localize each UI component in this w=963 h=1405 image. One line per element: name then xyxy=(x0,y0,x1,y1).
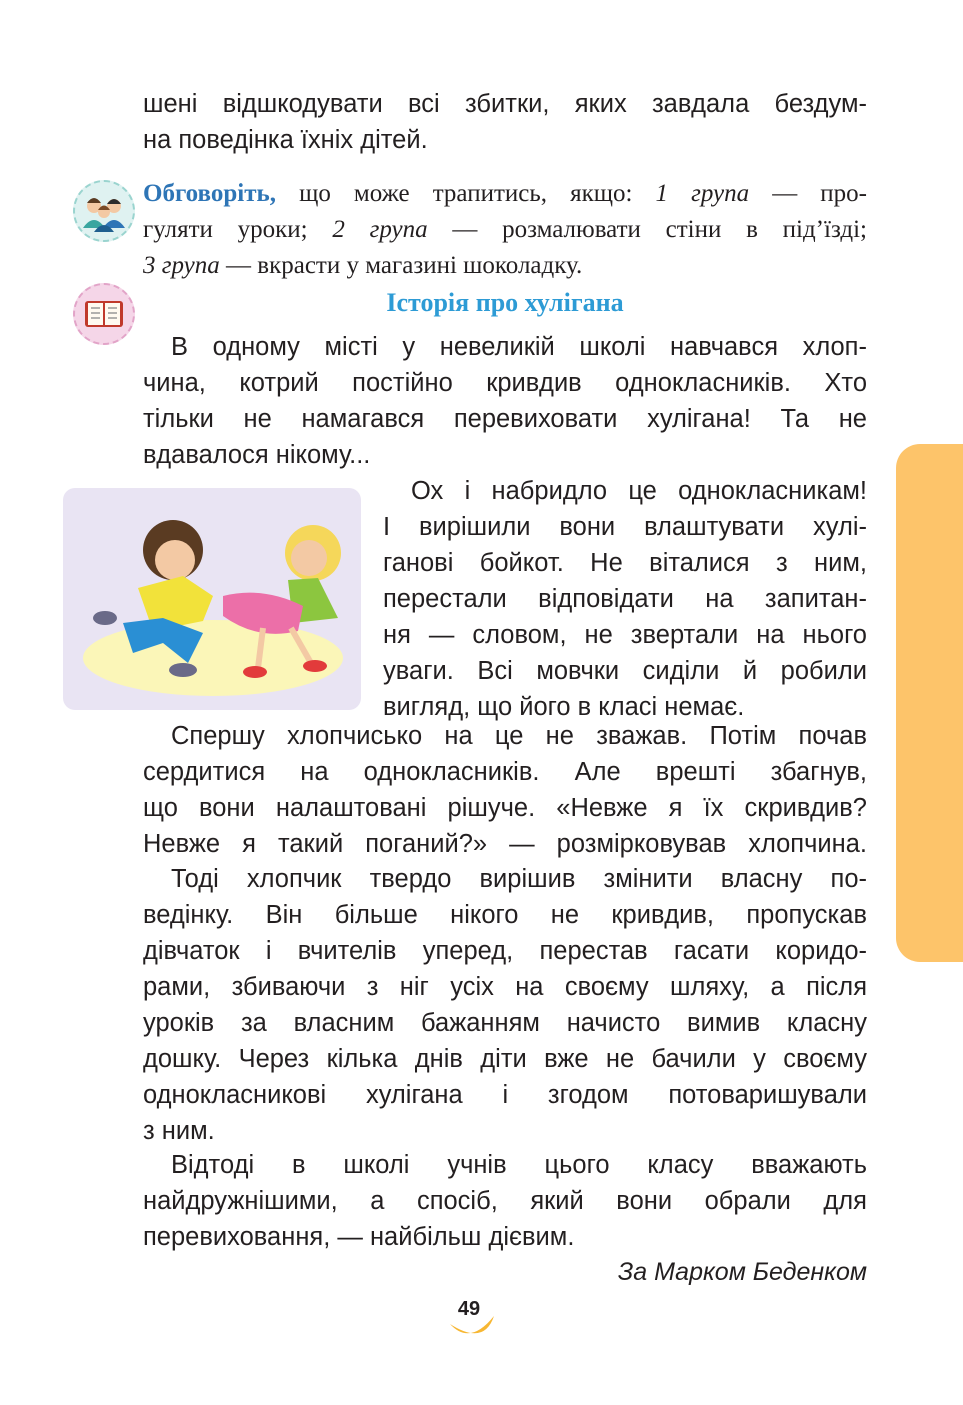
text-line: вигляд, що його в класі немає. xyxy=(383,693,745,721)
text-fragment: — вкрасти у магазині шоколадку. xyxy=(219,252,583,279)
text-line: що вони налаштовані рішуче. «Невже я їх скривдив? xyxy=(143,794,867,822)
text-line: перестали відповідати на запитан- xyxy=(383,585,867,613)
text-line: уваги. Всі мовчки сиділи й робили xyxy=(383,657,867,685)
discussion-task xyxy=(143,176,867,284)
group-label: 1 група xyxy=(655,180,750,207)
text-line: Спершу хлопчисько на це не зважав. Потім почав xyxy=(171,722,867,750)
children-illustration xyxy=(63,488,361,710)
text-fragment: гуляти уроки; xyxy=(143,216,333,243)
text-line: дівчаток і вчителів уперед, перестав гасати коридо- xyxy=(143,937,867,965)
story-author: За Марком Беденком xyxy=(617,1258,867,1286)
text-fragment: що може трапитись, якщо: xyxy=(275,180,656,207)
text-line: з ним. xyxy=(143,1117,215,1145)
text-line: Невже я такий поганий?» — розмірковував хлопчина. xyxy=(143,830,867,858)
text-line: уроків за власним бажанням начисто вимив класну xyxy=(143,1009,867,1037)
group-label: 2 група xyxy=(332,216,428,243)
text-line: на поведінка їхніх дітей. xyxy=(143,126,428,154)
text-line: Відтоді в школі учнів цього класу вважають xyxy=(171,1151,867,1179)
text-fragment: — про- xyxy=(749,180,867,207)
story-paragraph-3 xyxy=(143,718,867,862)
story-paragraph-4 xyxy=(143,861,867,1149)
open-book-icon xyxy=(73,283,135,345)
text-line: тільки не намагався перевиховати хулігана! Та не xyxy=(143,405,867,433)
story-paragraph-1 xyxy=(143,329,867,473)
text-line: шені відшкодувати всі збитки, яких завдала бездум- xyxy=(143,90,867,118)
text-line: перевиховання, — найбільш дієвим. xyxy=(143,1223,575,1251)
page-number-badge xyxy=(444,1290,494,1336)
group-label: 3 група xyxy=(143,252,220,279)
text-line: сердитися на однокласників. Але врешті збагнув, xyxy=(143,758,867,786)
text-line xyxy=(143,212,867,248)
text-line: однокласникові хулігана і згодом потоваришували xyxy=(143,1081,867,1109)
text-line: вдавалося нікому... xyxy=(143,441,371,469)
text-line xyxy=(143,176,867,212)
text-line: І вирішили вони влаштувати хулі- xyxy=(383,513,867,541)
text-line xyxy=(143,248,867,284)
text-line: ня — словом, не звертали на нього xyxy=(383,621,867,649)
text-fragment: — розмалювати стіни в під’їзді; xyxy=(427,216,867,243)
text-line: найдружнішими, а спосіб, який вони обрали для xyxy=(143,1187,867,1215)
discuss-lead: Обговоріть, xyxy=(143,180,276,207)
intro-text xyxy=(143,86,867,158)
text-line: дошку. Через кілька днів діти вже не бачили у своєму xyxy=(143,1045,867,1073)
page-number: 49 xyxy=(457,1298,481,1320)
side-tab xyxy=(896,444,963,962)
story-paragraph-2 xyxy=(383,473,867,725)
text-line: ганові бойкот. Не віталися з ним, xyxy=(383,549,867,577)
text-line: В одному місті у невеликій школі навчався хлоп- xyxy=(171,333,867,361)
text-line: рами, збиваючи з ніг усіх на своєму шляху, а після xyxy=(143,973,867,1001)
text-line: чина, котрий постійно кривдив однокласників. Хто xyxy=(143,369,867,397)
story-paragraph-5 xyxy=(143,1147,867,1255)
text-line: Ох і набридло це однокласникам! xyxy=(411,477,867,505)
text-line: Тоді хлопчик твердо вирішив змінити власну по- xyxy=(171,865,867,893)
students-discussion-icon xyxy=(73,180,135,242)
text-line: ведінку. Він більше нікого не кривдив, пропускав xyxy=(143,901,867,929)
story-title: Історія про хулігана xyxy=(386,288,624,317)
